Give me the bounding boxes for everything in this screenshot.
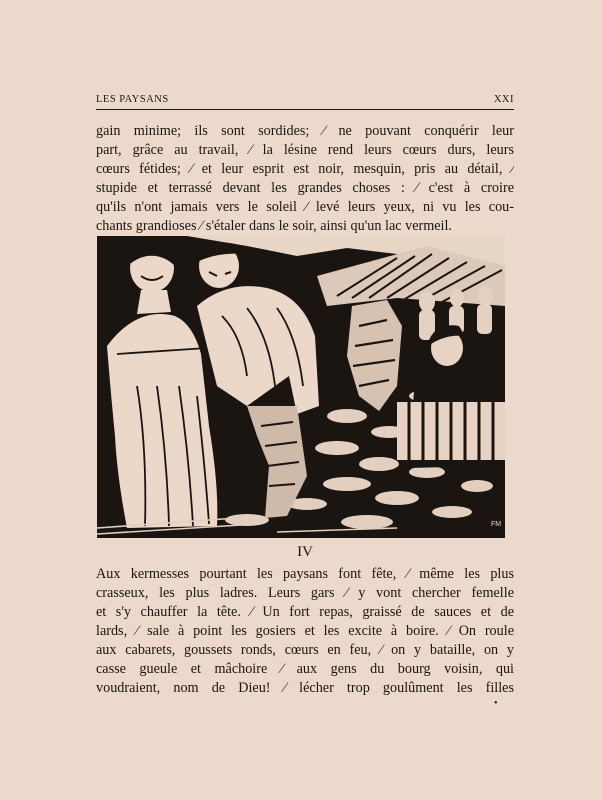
section-numeral: IV [297, 544, 313, 560]
text-line: aux cabarets, goussets ronds, cœurs en feu, ⁄ on y bataille, on y [96, 642, 514, 658]
text-line: cœurs fétides; ⁄ et leur esprit est noir, mesquin, pris au détail, ⁄ [96, 161, 514, 177]
text-line: et s'y chauffer la tête. ⁄ Un fort repas, graissé de sauces et de [96, 604, 514, 620]
woman-neck [137, 290, 171, 314]
accordion-bellows [409, 402, 493, 460]
middle-couple [347, 300, 402, 411]
text-line: stupide et terrassé devant les grandes choses : ⁄ c'est à croire [96, 180, 514, 196]
text-line: Aux kermesses pourtant les paysans font fête, ⁄ même les plus [96, 566, 514, 582]
text-line: gain minime; ils sont sordides; ⁄ ne pouvant conquérir leur [96, 123, 514, 139]
woodcut-illustration [97, 236, 505, 538]
woodcut-drawing [97, 236, 505, 538]
page-number: XXI [493, 94, 514, 105]
paragraph-2 [96, 565, 514, 698]
text-line: qu'ils n'ont jamais vers le soleil ⁄ levé leurs yeux, ni vu les cou- [96, 199, 514, 215]
artist-monogram: FM [491, 521, 502, 528]
text-line: voudraient, nom de Dieu! ⁄ lécher trop goulûment les filles [96, 680, 514, 696]
text-line: part, grâce au travail, ⁄ la lésine rend leurs cœurs durs, leurs [96, 142, 514, 158]
paragraph-1 [96, 122, 514, 236]
running-header [96, 93, 514, 110]
header-title: LES PAYSANS [96, 94, 169, 105]
text-line: lards, ⁄ sale à point les gosiers et les excite à boire. ⁄ On roule [96, 623, 514, 639]
man-shirt [197, 286, 319, 414]
printer-mark: • [494, 698, 498, 709]
text-line: casse gueule et mâchoire ⁄ aux gens du bourg voisin, qui [96, 661, 514, 677]
text-line: crasseux, les plus ladres. Leurs gars ⁄ y vont chercher femelle [96, 585, 514, 601]
text-line: chants grandioses ⁄ s'étaler dans le soir, ainsi qu'un lac vermeil. [96, 218, 452, 234]
